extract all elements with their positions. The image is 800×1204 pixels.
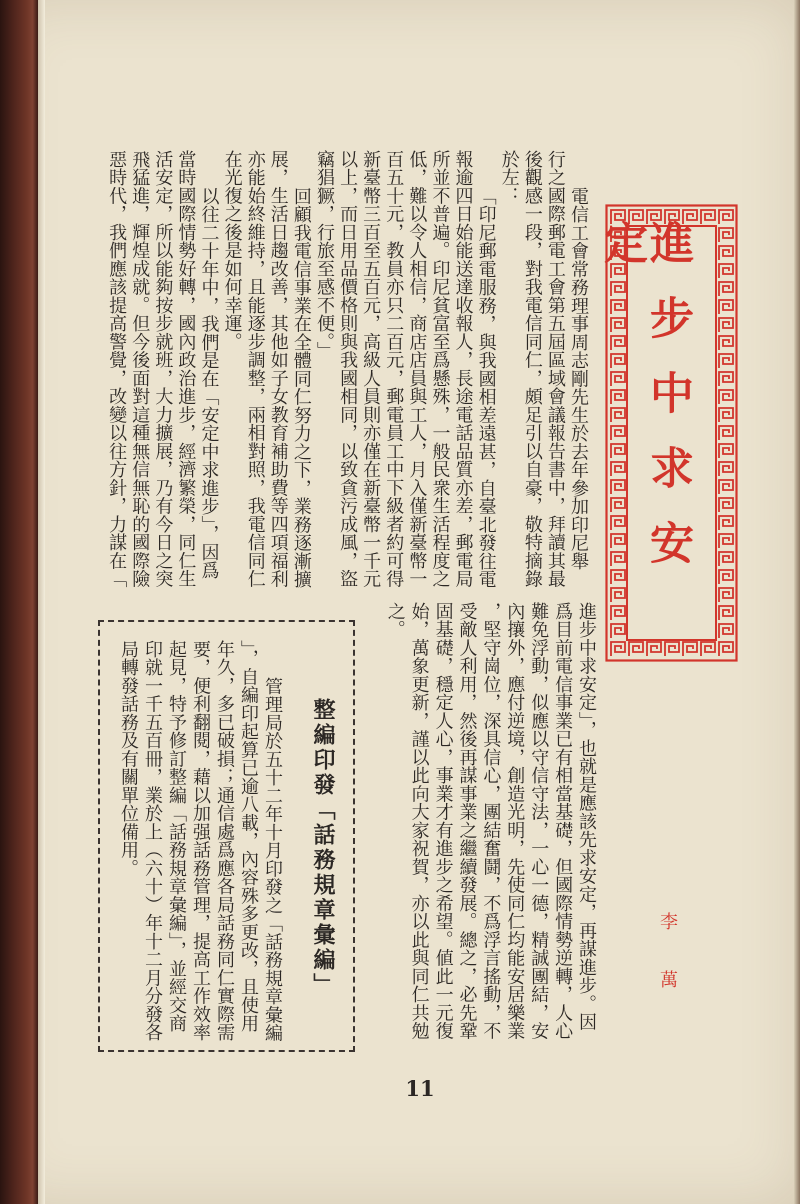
- author-name: 李萬: [657, 912, 678, 1028]
- text-column: 以往二十年中，我們是在「安定中求進步」，因爲: [198, 186, 220, 579]
- text-column: 後觀感一段，對我電信同仁，頗足引以自豪，敬特摘錄: [521, 150, 543, 588]
- text-column: 行之國際郵電工會第五屆區域會議報告書中，拜讀其最: [544, 150, 566, 588]
- text-column: 之。: [384, 602, 406, 639]
- text-column: 報逾四日始能送達收報人，長途電話品質亦差，郵電局: [452, 150, 474, 588]
- notice-column: 起見，特予修訂整編「話務規章彙編」，並經交商: [166, 640, 187, 1033]
- text-column: ，堅守崗位，深具信心，團結奮鬪，不爲浮言搖動，不: [480, 602, 502, 1040]
- text-column: 所並不普遍。印尼貧富至爲懸殊，一般民衆生活程度之: [429, 150, 451, 588]
- article-upper-section: [104, 150, 590, 620]
- text-column: 於左：: [498, 150, 520, 205]
- notice-column: 要，便利翻閱，藉以加强話務管理，提高工作效率: [190, 640, 211, 1042]
- notice-column: 管理局於五十二年十月印發之「話務規章彙編: [262, 676, 283, 1042]
- text-column: 惡時代，我們應該提高警覺，改變以往方針，力謀在「: [106, 150, 128, 588]
- text-column: 固基礎，穩定人心，事業才有進步之希望。値此一元復: [432, 602, 454, 1040]
- notice-body: [116, 640, 284, 1060]
- notice-column: 年久，多已破損；通信處爲應各局話務同仁實際需: [214, 640, 235, 1042]
- text-column: 難免浮動，似應以守信守法，一心一德，精誠團結，安: [528, 602, 550, 1040]
- text-column: 受敵人利用，然後再謀事業之繼續發展。總之，必先鞏: [456, 602, 478, 1040]
- text-column: 飛猛進，輝煌成就。但今後面對這種無信無恥的國際險: [129, 150, 151, 588]
- notice-column: 」，自編印起算已逾八載，內容殊多更改，且使用: [238, 640, 259, 1033]
- notice-column: 局轉發話務及有關單位備用。: [118, 640, 139, 878]
- article-lower-section: [382, 602, 598, 1052]
- text-column: 回顧我電信事業在全體同仁努力之下，業務逐漸擴: [290, 186, 312, 588]
- text-column: 在光復之後是如何幸運。: [221, 150, 243, 351]
- text-column: 內攘外，應付逆境，創造光明，先使同仁均能安居樂業: [504, 602, 526, 1040]
- notice-title: 整編印發「話務規章彙編」: [310, 698, 336, 998]
- article-title: 進步中求安定: [596, 220, 693, 595]
- page-edge: [38, 0, 45, 1204]
- page-right-edge: [794, 0, 800, 1204]
- page-number: 11: [405, 1076, 435, 1101]
- text-column: 進步中求安定」，也就是應該先求安定，再謀進步。因: [576, 602, 597, 1031]
- text-column: 電信工會常務理事周志剛先生於去年參加印尼舉: [568, 186, 589, 570]
- text-column: 爲目前電信事業已有相當基礎，但國際情勢逆轉，人心: [552, 602, 574, 1040]
- text-column: 展，生活日趨改善，其他如子女教育補助費等四項福利: [267, 150, 289, 588]
- text-column: 低，難以令人相信，商店店員與工人，月入僅新臺幣一: [406, 150, 428, 588]
- book-binding: [0, 0, 38, 1204]
- notice-column: 印就一千五百冊，業於上（六十）年十二月分發各: [142, 640, 163, 1042]
- text-column: 新臺幣三百至五百元，高級人員則亦僅在新臺幣一千元: [360, 150, 382, 588]
- text-column: 當時國際情勢好轉，國內政治進步，經濟繁榮，同仁生: [175, 150, 197, 588]
- text-column: 亦能始終維持，且能逐步調整，兩相對照，我電信同仁: [244, 150, 266, 588]
- text-column: 百五十元，教員亦只二百元，郵電員工中下級者約可得: [383, 150, 405, 588]
- text-column: 竊猖獗，行旅至感不便。」: [313, 150, 335, 360]
- text-column: 「印尼郵電服務，與我國相差遠甚，自臺北發往電: [475, 186, 497, 588]
- text-column: 以上，而日用品價格則與我國相同，以致貪污成風，盜: [337, 150, 359, 588]
- text-column: 活安定，所以能夠按步就班，大力擴展，乃有今日之突: [152, 150, 174, 588]
- text-column: 始，萬象更新，謹以此向大家祝賀，亦以此與同仁共勉: [408, 602, 430, 1040]
